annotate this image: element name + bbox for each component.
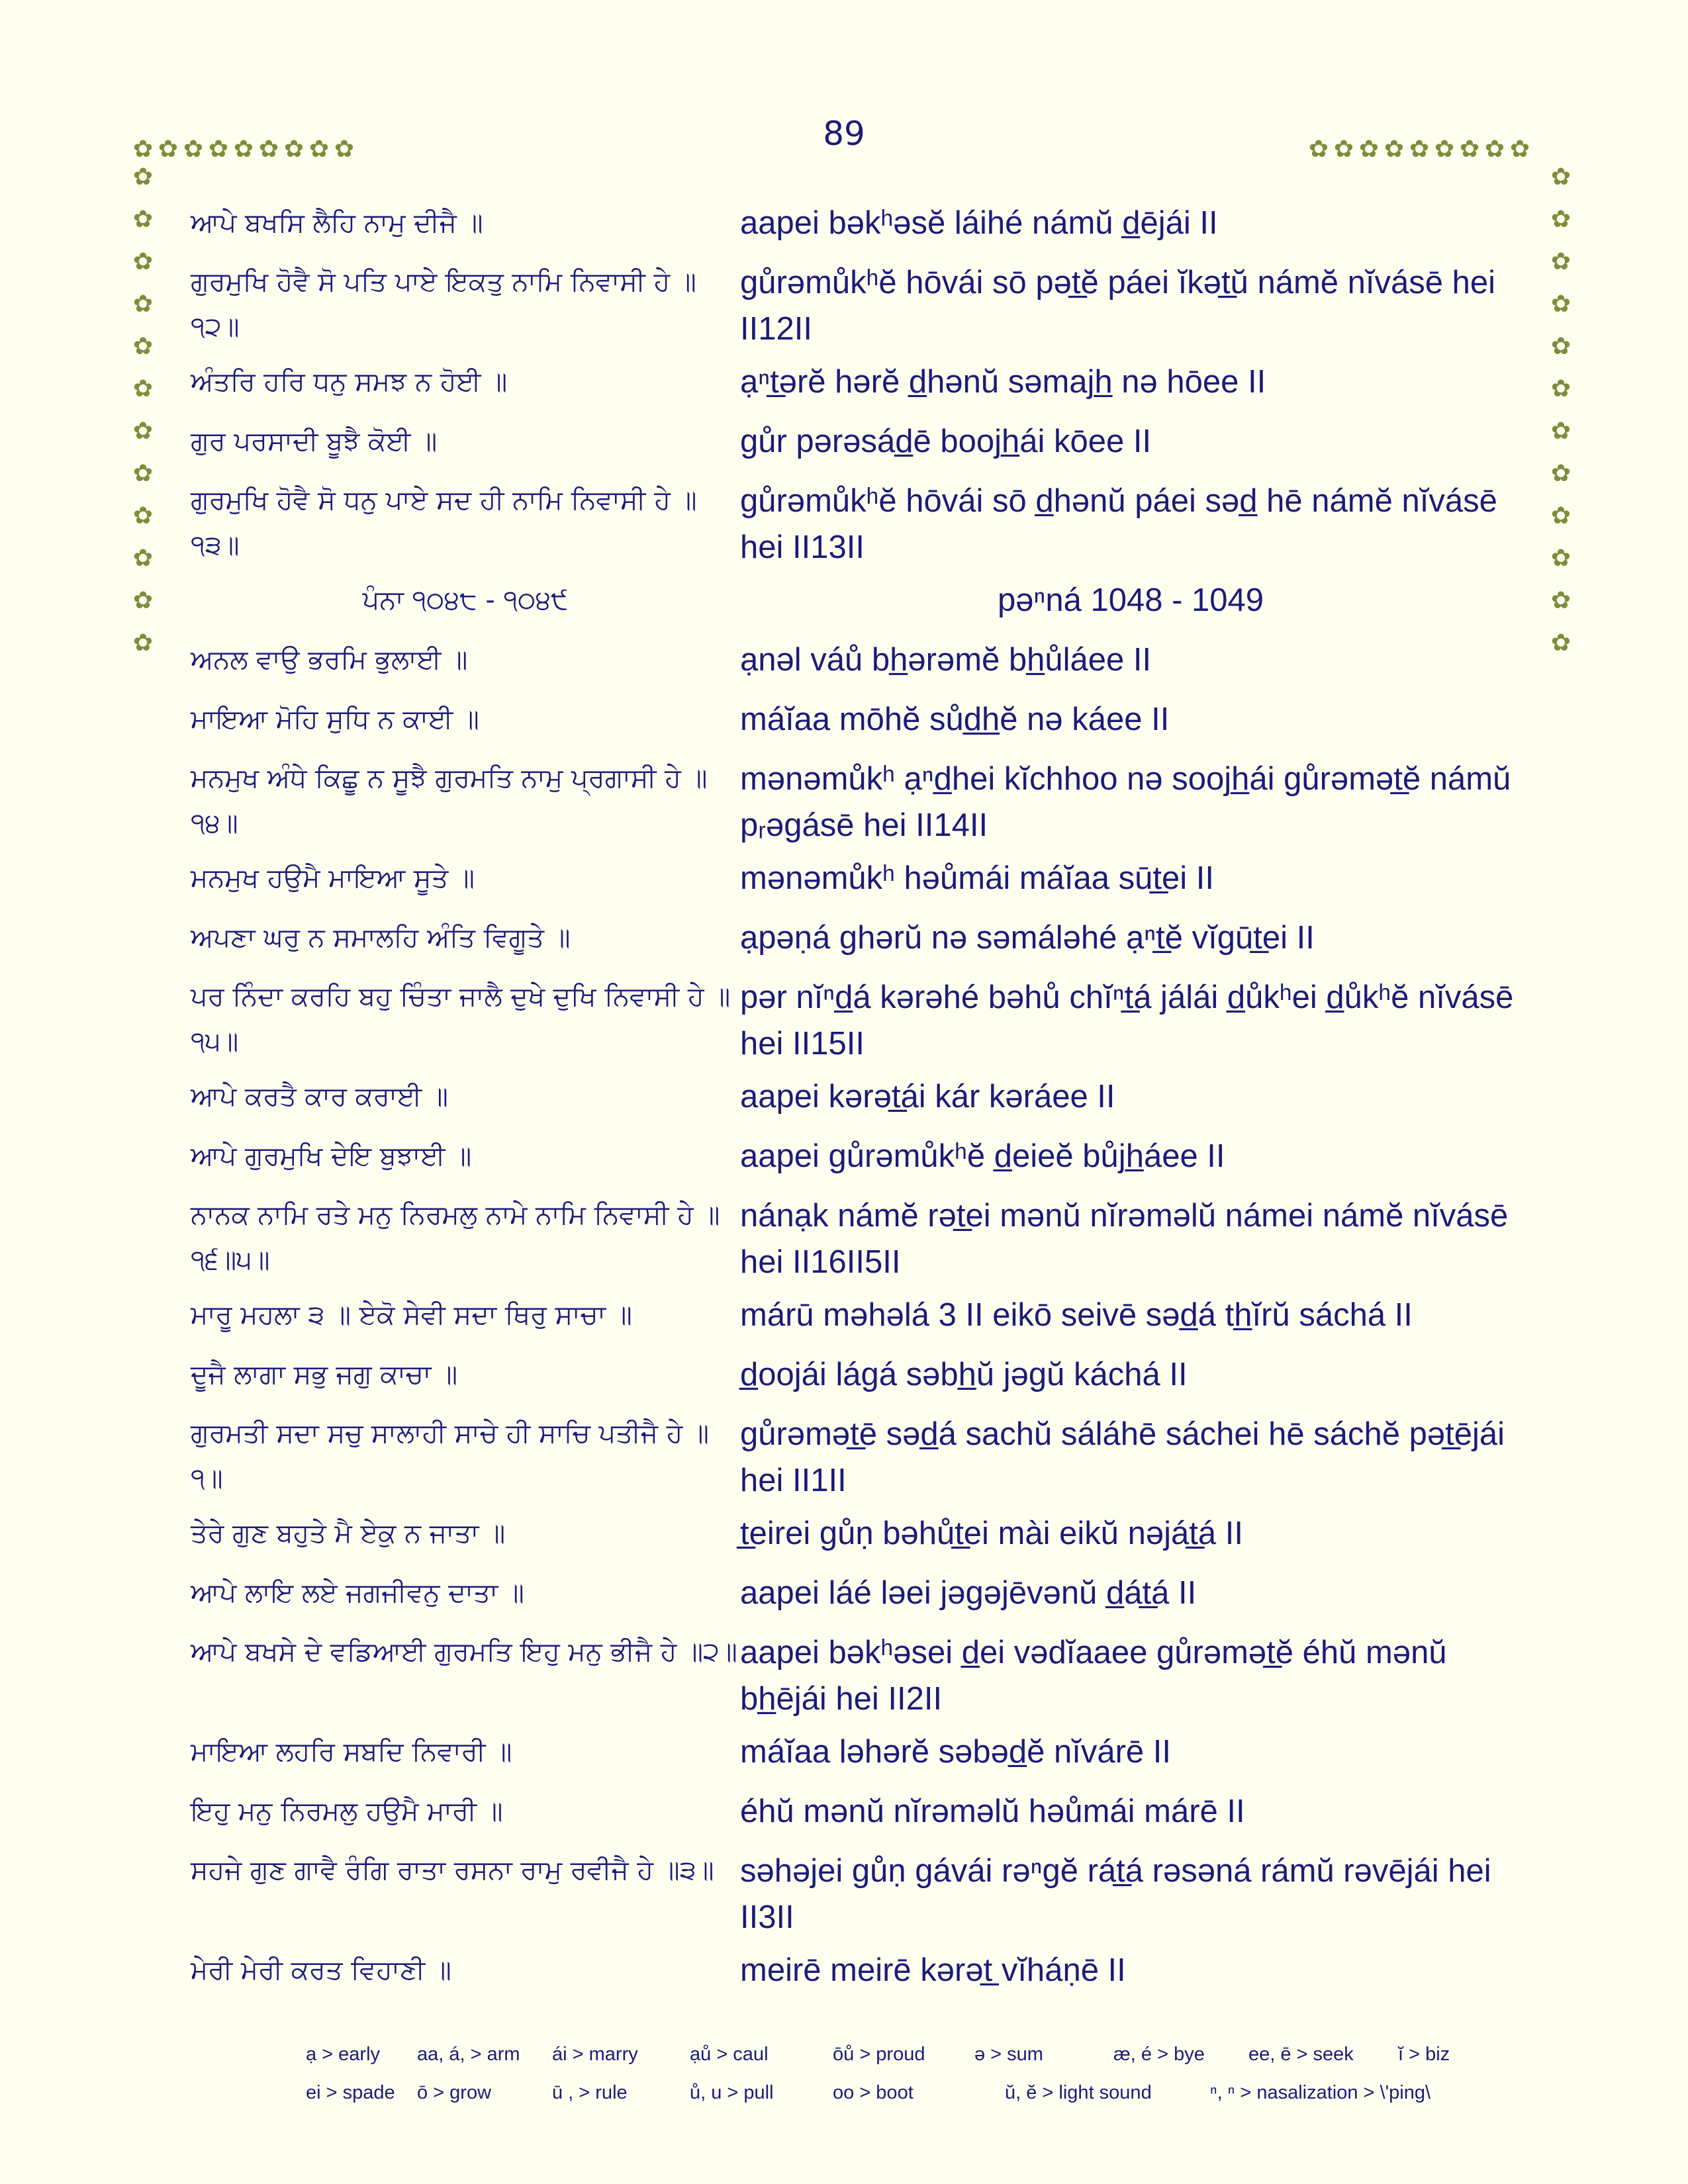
gurmukhi-line: ਮਾਰੂ ਮਹਲਾ ੩ ॥ ਏਕੋ ਸੇਵੀ ਸਦਾ ਥਿਰੁ ਸਾਚਾ ॥: [191, 1300, 632, 1330]
legend-item: aa, á, > arm: [417, 2044, 520, 2065]
flower-icon: ✿: [132, 206, 154, 233]
flower-icon: ✿: [132, 291, 154, 318]
gurmukhi-line: ਗੁਰਮੁਖਿ ਹੋਵੈ ਸੋ ਧਨੁ ਪਾਏ ਸਦ ਹੀ ਨਾਮਿ ਨਿਵਾਸੀ ਹੇ ॥੧੩॥: [191, 485, 697, 561]
transliteration-line: ạpəṇá ghərŭ nə səmáləhé ạⁿt̲ĕ vĭgūt̲ei II: [740, 920, 1315, 956]
transliteration-line: nánạk námĕ rət̲ei mənŭ nĭrəməlŭ námei námĕ nĭvásē hei II16II5II: [740, 1198, 1509, 1280]
flower-icon: ✿: [1550, 248, 1571, 275]
verse-row: [191, 1729, 1528, 1788]
transliteration-line: mənəmůkʰ ạⁿd̲hei kĭchhoo nə soojh̲ái gůrəmət̲ĕ námŭ pᵣəgásē hei II14II: [740, 761, 1511, 843]
flower-icon: ✿: [208, 136, 229, 163]
gurmukhi-line: ਆਪੇ ਬਖਸੇ ਦੇ ਵਡਿਆਈ ਗੁਰਮਤਿ ਇਹੁ ਮਨੁ ਭੀਜੈ ਹੇ ॥੨॥: [191, 1637, 737, 1667]
flower-icon: ✿: [1509, 136, 1530, 163]
transliteration-line: aapei láé ləei jəgəjēvənŭ d̲át̲á II: [740, 1575, 1197, 1611]
gurmukhi-line: ਪਰ ਨਿੰਦਾ ਕਰਹਿ ਬਹੁ ਚਿੰਤਾ ਜਾਲੈ ਦੁਖੇ ਦੁਖਿ ਨਿਵਾਸੀ ਹੇ ॥੧੫॥: [191, 981, 731, 1057]
gurmukhi-line: ਆਪੇ ਕਰਤੈ ਕਾਰ ਕਰਾਈ ॥: [191, 1081, 448, 1112]
legend-item: ŭ, ĕ > light sound: [1005, 2082, 1152, 2103]
flower-icon: ✿: [1550, 206, 1571, 233]
gurmukhi-line: ਆਪੇ ਗੁਰਮੁਖਿ ਦੇਇ ਬੁਝਾਈ ॥: [191, 1141, 472, 1171]
verse-row: [191, 1510, 1528, 1570]
flower-icon: ✿: [132, 375, 154, 402]
legend-item: ə > sum: [974, 2044, 1043, 2065]
transliteration-line: aapei kərət̲ái kár kəráee II: [740, 1079, 1115, 1115]
flower-icon: ✿: [1383, 136, 1405, 163]
flower-icon: ✿: [1484, 136, 1505, 163]
flower-icon: ✿: [132, 502, 154, 529]
flower-icon: ✿: [132, 248, 154, 275]
legend-item: æ, é > bye: [1113, 2044, 1205, 2065]
legend-item: ōů > proud: [833, 2044, 925, 2065]
transliteration-line: aapei bəkʰəsei d̲ei vədĭaaee gůrəmət̲ĕ éhŭ mənŭ bh̲ējái hei II2II: [740, 1635, 1447, 1717]
flower-icon: ✿: [132, 333, 154, 360]
transliteration-line: meirē meirē kərət̲ vĭháṇē II: [740, 1952, 1126, 1988]
verse-row: [191, 1133, 1528, 1193]
verse-row: [191, 637, 1528, 696]
verse-row: [191, 359, 1528, 418]
transliteration-heading: pəⁿná 1048 - 1049: [997, 582, 1264, 618]
transliteration-line: márū məhəlá 3 II eikō seivē səd̲á th̲ĭrŭ sáchá II: [740, 1297, 1413, 1333]
verse-row: [191, 1411, 1528, 1510]
flower-icon: ✿: [132, 163, 154, 191]
gurmukhi-line: ਮਾਇਆ ਲਹਰਿ ਸਬਦਿ ਨਿਵਾਰੀ ॥: [191, 1737, 512, 1767]
gurmukhi-line: ਗੁਰਮੁਖਿ ਹੋਵੈ ਸੋ ਪਤਿ ਪਾਏ ਇਕਤੁ ਨਾਮਿ ਨਿਵਾਸੀ ਹੇ ॥੧੨॥: [191, 267, 696, 342]
legend-item: ō > grow: [417, 2082, 492, 2103]
transliteration-line: pər nĭⁿd̲á kərəhé bəhů chĭⁿt̲á jálái d̲ůkʰei d̲ůkʰĕ nĭvásē hei II15II: [740, 979, 1514, 1062]
gurmukhi-line: ਗੁਰਮਤੀ ਸਦਾ ਸਚੁ ਸਾਲਾਹੀ ਸਾਚੇ ਹੀ ਸਾਚਿ ਪਤੀਜੈ ਹੇ ॥੧॥: [191, 1418, 709, 1494]
gurmukhi-line: ਆਪੇ ਲਾਇ ਲਏ ਜਗਜੀਵਨੁ ਦਾਤਾ ॥: [191, 1578, 524, 1608]
legend-item: ⁿ, ⁿ > nasalization > \'ping\: [1210, 2082, 1431, 2103]
legend-item: ạů > caul: [690, 2044, 769, 2065]
flower-icon: ✿: [1550, 291, 1571, 318]
flower-icon: ✿: [1550, 502, 1571, 529]
flower-icon: ✿: [158, 136, 179, 163]
flower-icon: ✿: [1434, 136, 1455, 163]
gurmukhi-line: ਮਨਮੁਖ ਹਉਮੈ ਮਾਇਆ ਸੂਤੇ ॥: [191, 863, 475, 893]
verse-row: [191, 1073, 1528, 1133]
flower-icon: ✿: [1550, 587, 1571, 614]
transliteration-line: máĭaa ləhərĕ səbəd̲ĕ nĭvárē II: [740, 1734, 1172, 1770]
legend-item: ū , > rule: [552, 2082, 628, 2103]
flower-icon: ✿: [1550, 418, 1571, 445]
flower-icon: ✿: [1550, 629, 1571, 657]
verse-row: [191, 974, 1528, 1073]
gurmukhi-line: ਤੇਰੇ ਗੁਣ ਬਹੁਤੇ ਮੈ ਏਕੁ ਨ ਜਾਤਾ ॥: [191, 1518, 506, 1549]
verse-list: [191, 200, 1528, 2007]
flower-icon: ✿: [1550, 375, 1571, 402]
flower-icon: ✿: [258, 136, 279, 163]
flower-icon: ✿: [132, 629, 154, 657]
gurmukhi-line: ਸਹਜੇ ਗੁਣ ਗਾਵੈ ਰੰਗਿ ਰਾਤਾ ਰਸਨਾ ਰਾਮੁ ਰਵੀਜੈ ਹੇ ॥੩॥: [191, 1855, 714, 1886]
transliteration-line: aapei bəkʰəsĕ láihé námŭ d̲ējái II: [740, 205, 1218, 241]
gurmukhi-line: ਮਨਮੁਖ ਅੰਧੇ ਕਿਛੂ ਨ ਸੂਝੈ ਗੁਰਮਤਿ ਨਾਮੁ ਪ੍ਰਗਾਸੀ ਹੇ ॥੧੪॥: [191, 763, 708, 839]
legend-item: ĭ > biz: [1398, 2044, 1450, 2065]
verse-row: [191, 1292, 1528, 1351]
transliteration-line: səhəjei gůṇ gávái rəⁿgĕ rát̲á rəsəná rámŭ rəvējái hei II3II: [740, 1853, 1491, 1935]
gurmukhi-heading: ਪੰਨਾ ੧੦੪੮ - ੧੦੪੯: [362, 585, 569, 615]
verse-row: [191, 1351, 1528, 1411]
flower-icon: ✿: [132, 418, 154, 445]
gurmukhi-line: ਆਪੇ ਬਖਸਿ ਲੈਹਿ ਨਾਮੁ ਦੀਜੈ ॥: [191, 208, 483, 238]
transliteration-line: d̲oojái lágá səbh̲ŭ jəgŭ káchá II: [740, 1357, 1188, 1392]
flower-icon: ✿: [132, 587, 154, 614]
flower-icon: ✿: [132, 136, 154, 163]
flower-icon: ✿: [132, 460, 154, 487]
flower-icon: ✿: [283, 136, 305, 163]
transliteration-line: ạnəl váů bh̲ərəmĕ bh̲ůláee II: [740, 642, 1152, 678]
flower-icon: ✿: [308, 136, 330, 163]
legend-item: ei > spade: [306, 2082, 395, 2103]
verse-row: [191, 1848, 1528, 1947]
gurmukhi-line: ਗੁਰ ਪਰਸਾਦੀ ਬੂਝੈ ਕੋਈ ॥: [191, 426, 438, 457]
flower-icon: ✿: [334, 136, 355, 163]
transliteration-line: gůr pərəsád̲ē boojh̲ái kōee II: [740, 424, 1152, 459]
legend-item: ạ > early: [306, 2044, 381, 2065]
verse-row: [191, 418, 1528, 478]
flower-icon: ✿: [183, 136, 204, 163]
verse-row: [191, 1193, 1528, 1292]
verse-row: [191, 478, 1528, 577]
transliteration-line: gůrəmůkʰĕ hōvái sō d̲hənŭ páei səd̲ hē námĕ nĭvásē hei II13II: [740, 483, 1497, 565]
verse-row: [191, 1570, 1528, 1629]
gurmukhi-line: ਇਹੁ ਮਨੁ ਨਿਰਮਲੁ ਹਉਮੈ ਮਾਰੀ ॥: [191, 1796, 503, 1827]
legend-item: ái > marry: [552, 2044, 638, 2065]
flower-icon: ✿: [1333, 136, 1354, 163]
verse-row: [191, 1629, 1528, 1729]
verse-row: [191, 855, 1528, 915]
legend-item: oo > boot: [833, 2082, 914, 2103]
gurmukhi-line: ਅਨਲ ਵਾਉ ਭਰਮਿ ਭੁਲਾਈ ॥: [191, 645, 468, 675]
flower-icon: ✿: [1550, 545, 1571, 572]
flower-icon: ✿: [1550, 163, 1571, 191]
transliteration-line: máĭaa mōhĕ sůd̲h̲ĕ nə káee II: [740, 702, 1170, 737]
flower-icon: ✿: [1550, 333, 1571, 360]
verse-row: [191, 1788, 1528, 1848]
flower-icon: ✿: [1409, 136, 1430, 163]
page-heading-row: [191, 577, 1528, 637]
gurmukhi-line: ਦੂਜੈ ਲਾਗਾ ਸਭੁ ਜਗੁ ਕਾਚਾ ॥: [191, 1359, 458, 1390]
verse-row: [191, 200, 1528, 259]
legend-item: ee, ē > seek: [1248, 2044, 1354, 2065]
flower-icon: ✿: [1358, 136, 1380, 163]
flower-icon: ✿: [1308, 136, 1329, 163]
transliteration-line: éhŭ mənŭ nĭrəməlŭ həůmái márē II: [740, 1794, 1245, 1829]
gurmukhi-line: ਅੰਤਰਿ ਹਰਿ ਧਨੁ ਸਮਝ ਨ ਹੋਈ ॥: [191, 367, 508, 397]
flower-icon: ✿: [1550, 460, 1571, 487]
verse-row: [191, 696, 1528, 756]
gurmukhi-line: ਨਾਨਕ ਨਾਮਿ ਰਤੇ ਮਨੁ ਨਿਰਮਲੁ ਨਾਮੇ ਨਾਮਿ ਨਿਵਾਸੀ ਹੇ ॥੧੬॥੫॥: [191, 1200, 720, 1275]
gurmukhi-line: ਮੇਰੀ ਮੇਰੀ ਕਰਤ ਵਿਹਾਣੀ ॥: [191, 1955, 451, 1985]
flower-icon: ✿: [1459, 136, 1480, 163]
transliteration-line: ạⁿt̲ərĕ hərĕ d̲hənŭ səmajh̲ nə hōee II: [740, 364, 1266, 400]
verse-row: [191, 259, 1528, 359]
flower-icon: ✿: [132, 545, 154, 572]
transliteration-line: gůrəmət̲ē səd̲á sachŭ sáláhē sáchei hē sáchĕ pət̲ējái hei II1II: [740, 1416, 1505, 1498]
transliteration-line: gůrəmůkʰĕ hōvái sō pət̲ĕ páei ĭkət̲ŭ námĕ nĭvásē hei II12II: [740, 265, 1496, 347]
flower-icon: ✿: [233, 136, 254, 163]
legend-item: ů, u > pull: [690, 2082, 774, 2103]
gurmukhi-line: ਅਪਣਾ ਘਰੁ ਨ ਸਮਾਲਹਿ ਅੰਤਿ ਵਿਗੂਤੇ ॥: [191, 923, 571, 953]
transliteration-line: t̲eirei gůṇ bəhůt̲ei mài eikŭ nəját̲á II: [740, 1516, 1243, 1551]
transliteration-line: aapei gůrəmůkʰĕ d̲eieĕ bůjh̲áee II: [740, 1138, 1225, 1174]
transliteration-line: mənəmůkʰ həůmái máĭaa sūt̲ei II: [740, 860, 1215, 896]
gurmukhi-line: ਮਾਇਆ ਮੋਹਿ ਸੁਧਿ ਨ ਕਾਈ ॥: [191, 704, 479, 735]
verse-row: [191, 1947, 1528, 2007]
verse-row: [191, 915, 1528, 974]
verse-row: [191, 756, 1528, 855]
page-number: 89: [823, 114, 865, 153]
